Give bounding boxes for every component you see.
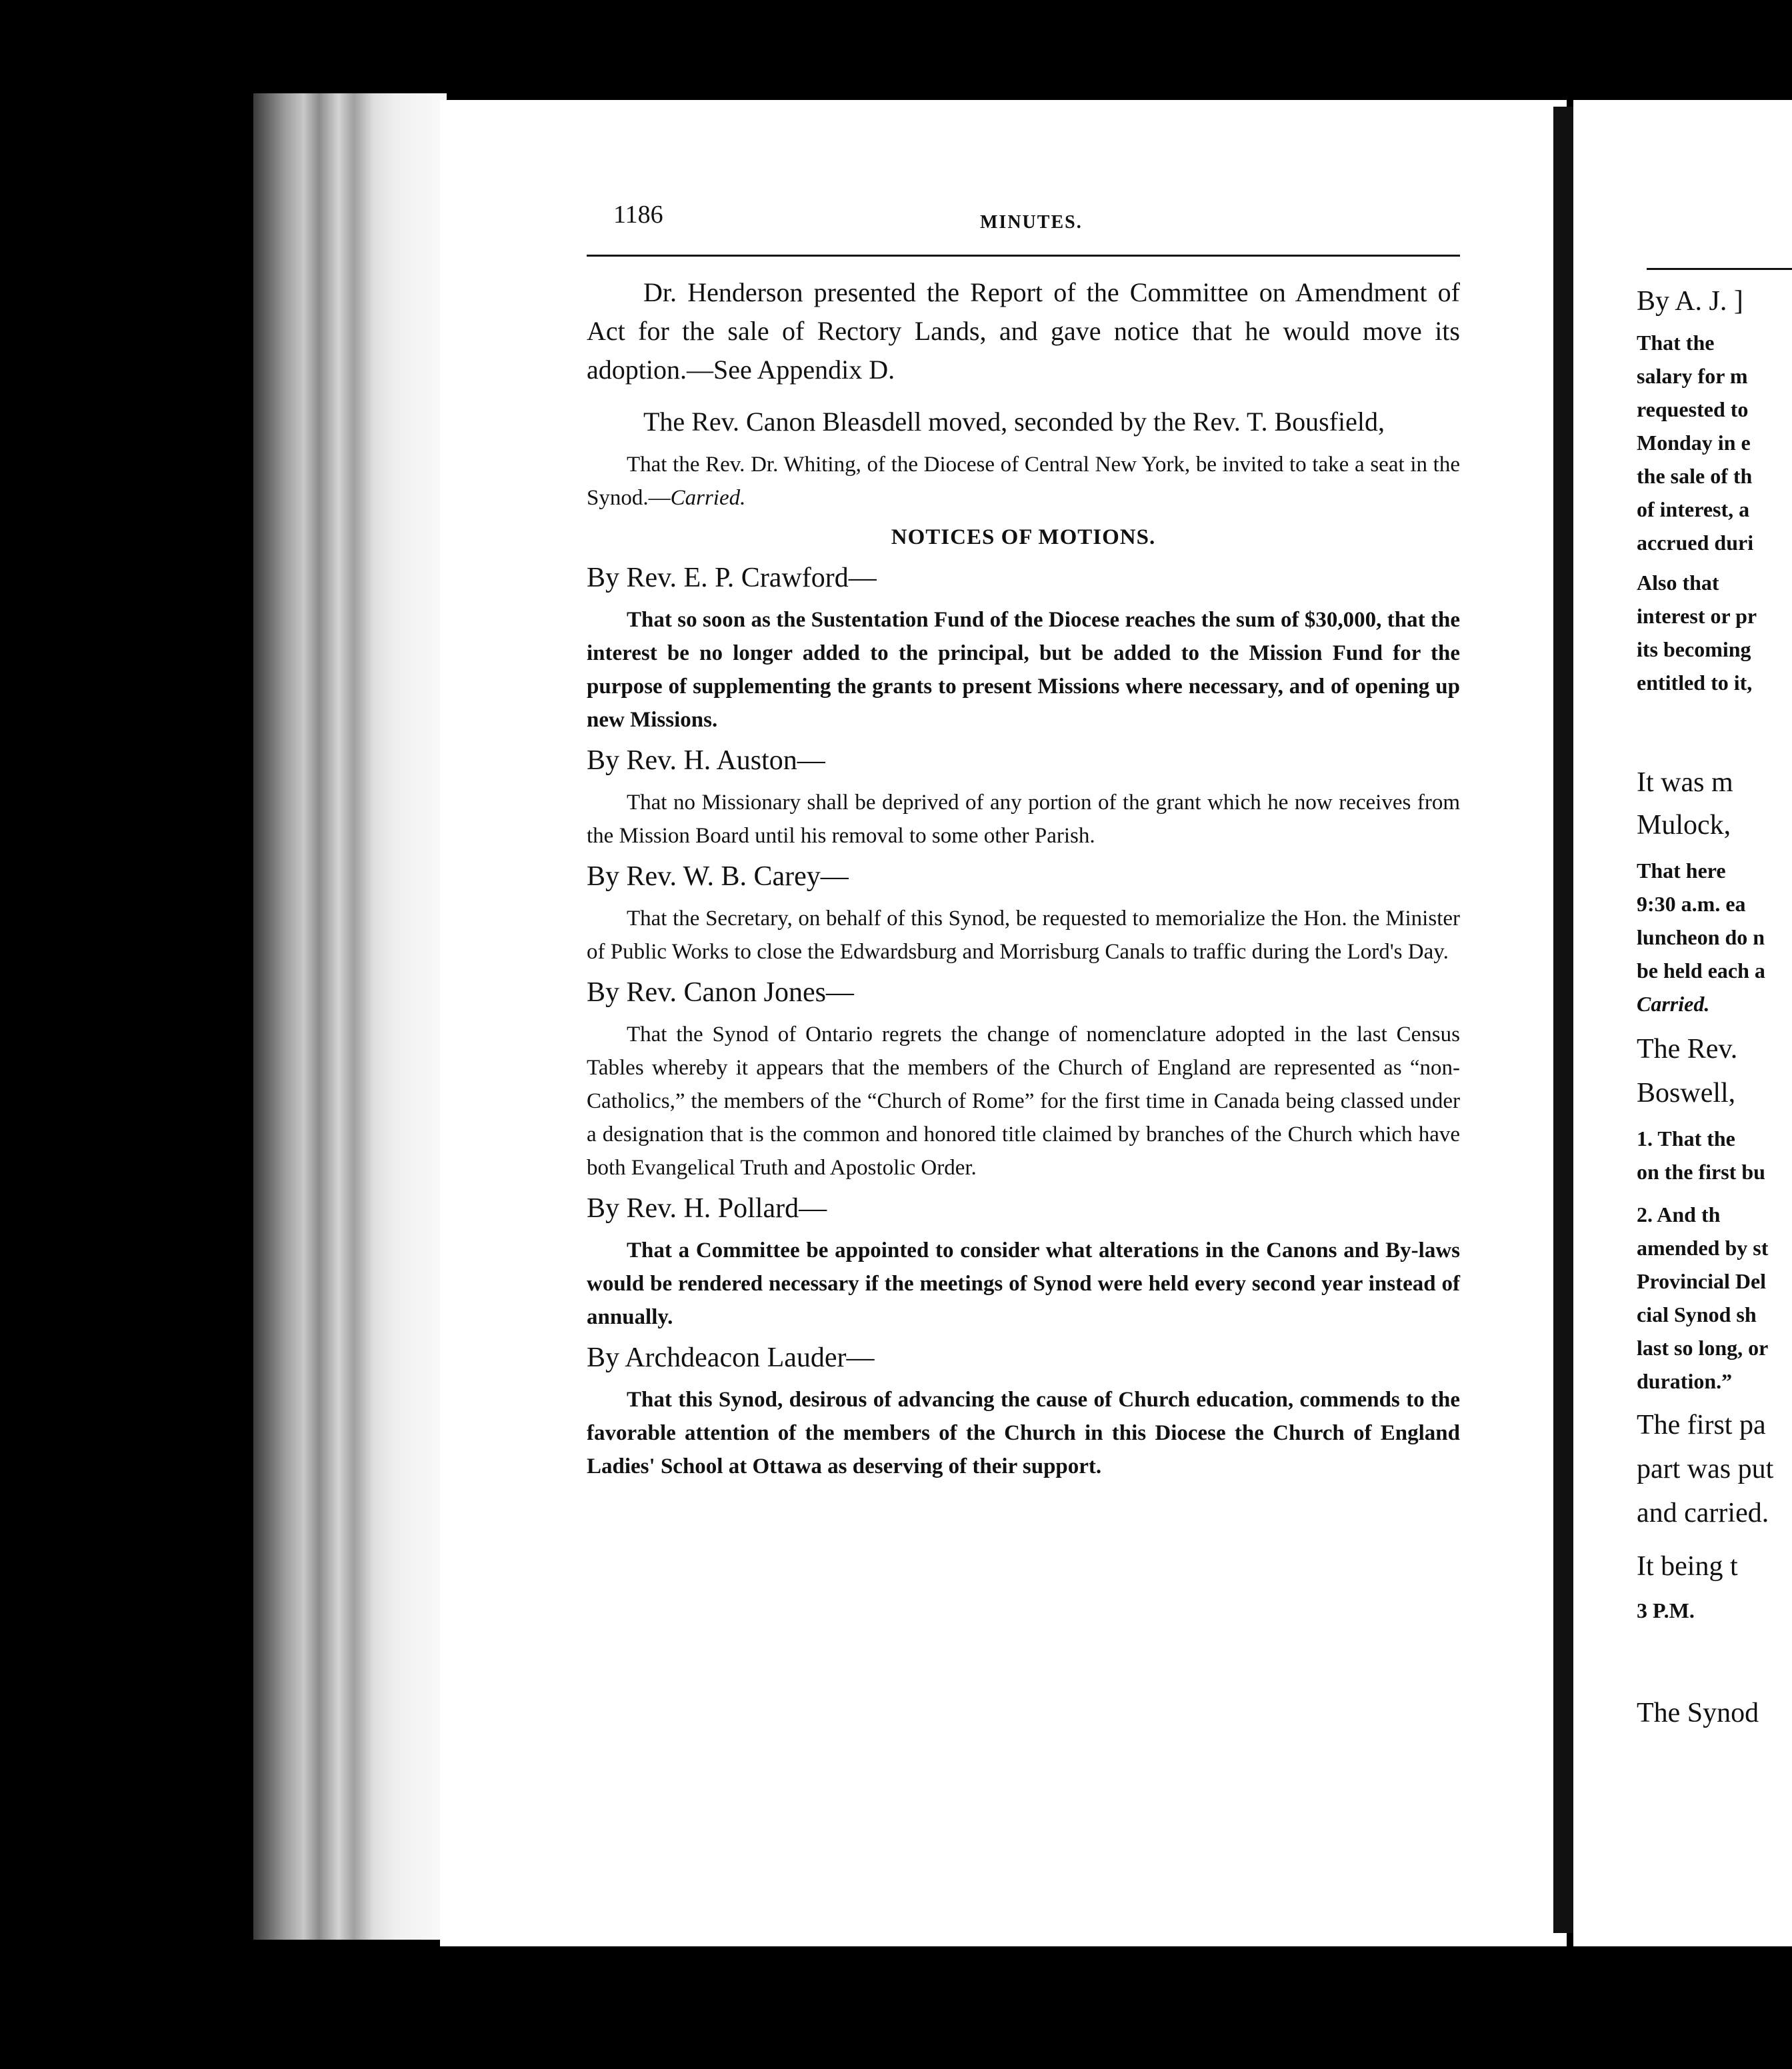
motion-by: By Rev. H. Auston— [587, 745, 825, 776]
right-line: requested to [1637, 397, 1749, 421]
right-line: Boswell, [1637, 1078, 1736, 1108]
right-line: and carried. [1637, 1498, 1769, 1528]
right-line: It was m [1637, 767, 1733, 798]
right-line: The first pa [1637, 1410, 1766, 1440]
resolution-text: That the Rev. Dr. Whiting, of the Diocese of Central New York, be invited to take a seat in the Synod.— [587, 453, 1460, 510]
book-gutter [1553, 107, 1573, 1933]
right-line: be held each a [1637, 959, 1765, 983]
right-line: That here [1637, 859, 1726, 883]
right-line: part was put [1637, 1454, 1774, 1484]
right-line: its becoming [1637, 637, 1751, 661]
motion-text: That no Missionary shall be deprived of any portion of the grant which he now receives from the Mission Board until his removal to some other Parish. [587, 791, 1460, 848]
right-line: salary for m [1637, 364, 1748, 388]
right-line: on the first bu [1637, 1160, 1765, 1184]
right-line: It being t [1637, 1551, 1738, 1582]
paragraph-moved: The Rev. Canon Bleasdell moved, seconded by the Rev. T. Bousfield, [643, 407, 1385, 437]
right-line: entitled to it, [1637, 671, 1753, 695]
motion-by: By Rev. H. Pollard— [587, 1193, 827, 1224]
motion-text: That this Synod, desirous of advancing the cause of Church education, commends to the favorable attention of the members of the Church in this Diocese the Church of England Ladies' School at Ottawa as deserving of their support. [587, 1388, 1460, 1478]
right-line: luncheon do n [1637, 925, 1765, 949]
right-line: cial Synod sh [1637, 1302, 1757, 1326]
page-number: 1186 [613, 201, 663, 229]
right-line: That the [1637, 331, 1715, 355]
right-line: accrued duri [1637, 531, 1754, 555]
motion-by: By Rev. Canon Jones— [587, 977, 854, 1008]
notices-heading: NOTICES OF MOTIONS. [891, 525, 1156, 549]
right-line: amended by st [1637, 1236, 1769, 1260]
header-rule [587, 255, 1460, 257]
right-line: 3 P.M. [1637, 1598, 1695, 1622]
paragraph-resolution [587, 448, 1460, 515]
right-line: of interest, a [1637, 497, 1750, 521]
motion-text: That the Synod of Ontario regrets the change of nomenclature adopted in the last Census Tables whereby it appears that the members of the Church of England are represented as “non-Catholics,” the members of the “Church of Rome” for the first time in Canada being classed under a designation that is the common and honored title claimed by branches of the Church which have both Evangelical Truth and Apostolic Order. [587, 1023, 1460, 1180]
paragraph-report: Dr. Henderson presented the Report of the Committee on Amendment of Act for the sale of Rectory Lands, and gave notice that he would move its adoption.—See Appendix D. [587, 277, 1460, 385]
right-line: By A. J. ] [1637, 286, 1743, 317]
right-line: duration.” [1637, 1369, 1733, 1393]
right-line: 2. And th [1637, 1202, 1721, 1226]
motion-text: That the Secretary, on behalf of this Synod, be requested to memorialize the Hon. the Minister of Public Works to close the Edwardsburg and Morrisburg Canals to traffic during the Lord's Day. [587, 907, 1460, 964]
right-line: Monday in e [1637, 431, 1751, 455]
right-line: Carried. [1637, 992, 1710, 1016]
motion-by: By Archdeacon Lauder— [587, 1342, 875, 1373]
right-line: Provincial Del [1637, 1269, 1767, 1293]
motion-by: By Rev. W. B. Carey— [587, 861, 849, 892]
right-line: last so long, or [1637, 1336, 1769, 1360]
right-line: the sale of th [1637, 464, 1753, 488]
right-line: 1. That the [1637, 1126, 1735, 1150]
motion-text: That a Committee be appointed to consider what alterations in the Canons and By-laws would be rendered necessary if the meetings of Synod were held every second year instead of annually. [587, 1238, 1460, 1329]
right-header-rule [1647, 268, 1792, 270]
right-line: Mulock, [1637, 810, 1731, 841]
running-head: MINUTES. [980, 212, 1083, 233]
right-line: The Synod [1637, 1698, 1759, 1728]
right-page-fragment [1573, 100, 1792, 1946]
motion-by: By Rev. E. P. Crawford— [587, 563, 877, 593]
right-line: interest or pr [1637, 604, 1757, 628]
motion-text: That so soon as the Sustentation Fund of the Diocese reaches the sum of $30,000, that the interest be no longer added to the principal, but be added to the Mission Fund for the purpose of supplementing the grants to present Missions where necessary, and of opening up new Missions. [587, 608, 1460, 732]
right-line: Also that [1637, 571, 1719, 595]
left-page-body [587, 273, 1460, 1488]
carried-label: Carried. [670, 486, 746, 510]
right-line: The Rev. [1637, 1034, 1738, 1064]
book-page-edges [253, 93, 447, 1940]
right-line: 9:30 a.m. ea [1637, 892, 1746, 916]
